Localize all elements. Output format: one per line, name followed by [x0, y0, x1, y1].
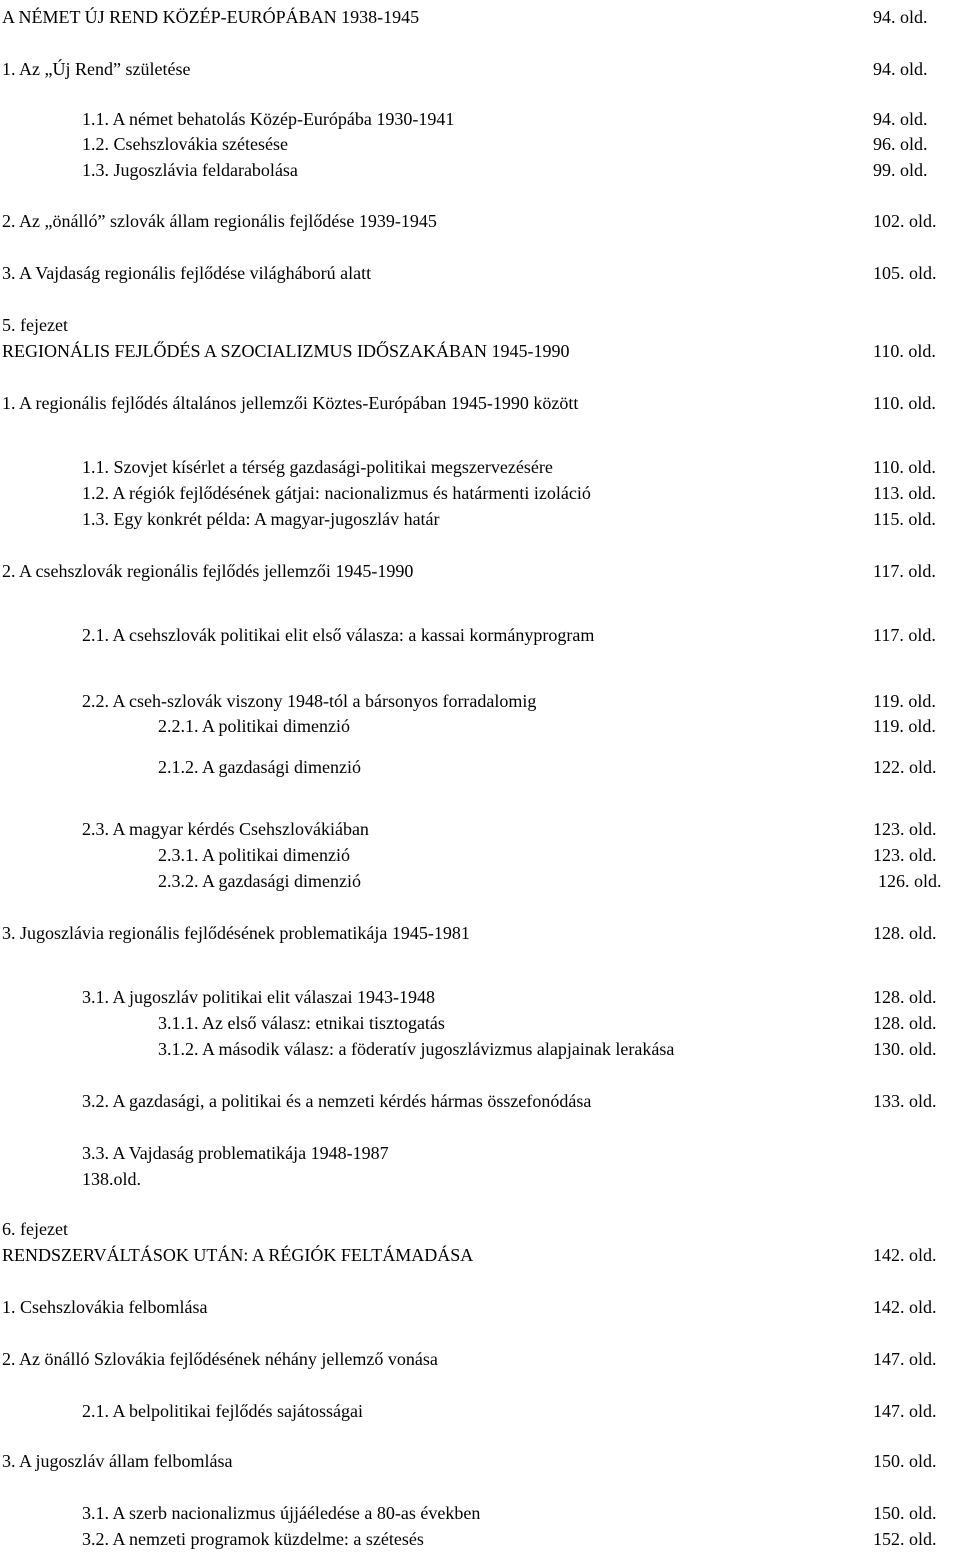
toc-entry-title: 2.1. A csehszlovák politikai elit első válasza: a kassai kormányprogram: [82, 625, 595, 645]
toc-entry-page: 96. old.: [873, 134, 928, 154]
toc-entry-page: 113. old.: [873, 483, 936, 503]
toc-entry-title: 3.3. A Vajdaság problematikája 1948-1987: [82, 1143, 389, 1163]
toc-entry-page: 110. old.: [873, 393, 936, 413]
toc-entry-page: 138.old.: [82, 1169, 142, 1189]
toc-entry-page: 110. old.: [873, 341, 936, 361]
toc-entry-page: 128. old.: [873, 923, 937, 943]
toc-entry-title: 2.3.2. A gazdasági dimenzió: [158, 871, 361, 891]
toc-entry-title: 1.1. Szovjet kísérlet a térség gazdasági-politikai megszervezésére: [82, 457, 553, 477]
toc-entry-page: 142. old.: [873, 1297, 937, 1317]
toc-entry-title: 1.3. Egy konkrét példa: A magyar-jugoszláv határ: [82, 509, 440, 529]
toc-entry-page: 126. old.: [878, 871, 942, 891]
toc-entry-title: 1. A regionális fejlődés általános jellemzői Köztes-Európában 1945-1990 között: [2, 393, 579, 413]
toc-entry-title: 3.2. A gazdasági, a politikai és a nemzeti kérdés hármas összefonódása: [82, 1091, 592, 1111]
toc-entry-page: 130. old.: [873, 1039, 937, 1059]
toc-entry-page: 94. old.: [873, 59, 928, 79]
toc-entry-page: 123. old.: [873, 819, 937, 839]
toc-entry-title: 2. Az „önálló” szlovák állam regionális fejlődése 1939-1945: [2, 211, 437, 231]
toc-entry-title: 2.2.1. A politikai dimenzió: [158, 716, 350, 736]
toc-entry-title: 3. A Vajdaság regionális fejlődése világháború alatt: [2, 263, 372, 283]
toc-entry-page: 94. old.: [873, 7, 928, 27]
toc-entry-title: 2. Az önálló Szlovákia fejlődésének néhány jellemző vonása: [2, 1349, 438, 1369]
toc-entry-page: 147. old.: [873, 1401, 937, 1421]
toc-entry-title: A NÉMET ÚJ REND KÖZÉP-EURÓPÁBAN 1938-1945: [2, 7, 420, 27]
toc-entry-page: 150. old.: [873, 1451, 937, 1471]
toc-entry-title: 3.1. A jugoszláv politikai elit válaszai 1943-1948: [82, 987, 435, 1007]
toc-entry-page: 142. old.: [873, 1245, 937, 1265]
toc-entry-page: 105. old.: [873, 263, 937, 283]
toc-entry-title: 2.2. A cseh-szlovák viszony 1948-tól a bársonyos forradalomig: [82, 691, 537, 711]
toc-entry-page: 128. old.: [873, 1013, 937, 1033]
toc-entry-title: 2.3. A magyar kérdés Csehszlovákiában: [82, 819, 369, 839]
toc-entry-page: 123. old.: [873, 845, 937, 865]
toc-entry-title: 1. Az „Új Rend” születése: [2, 59, 191, 79]
toc-entry-title: 2.1.2. A gazdasági dimenzió: [158, 757, 361, 777]
toc-entry-title: 1.2. Csehszlovákia szétesése: [82, 134, 288, 154]
chapter-label: 6. fejezet: [2, 1219, 68, 1239]
toc-entry-page: 110. old.: [873, 457, 936, 477]
toc-entry-page: 119. old.: [873, 691, 936, 711]
toc-entry-page: 128. old.: [873, 987, 937, 1007]
chapter-title: RENDSZERVÁLTÁSOK UTÁN: A RÉGIÓK FELTÁMADÁSA: [2, 1245, 474, 1265]
toc-entry-page: 147. old.: [873, 1349, 937, 1369]
toc-entry-page: 152. old.: [873, 1529, 937, 1549]
chapter-label: 5. fejezet: [2, 315, 68, 335]
toc-entry-title: 3. Jugoszlávia regionális fejlődésének problematikája 1945-1981: [2, 923, 470, 943]
toc-entry-title: 1. Csehszlovákia felbomlása: [2, 1297, 208, 1317]
toc-entry-page: 94. old.: [873, 109, 928, 129]
toc-entry-page: 99. old.: [873, 160, 928, 180]
toc-entry-title: 2. A csehszlovák regionális fejlődés jellemzői 1945-1990: [2, 561, 414, 581]
toc-entry-page: 133. old.: [873, 1091, 937, 1111]
toc-entry-title: 1.1. A német behatolás Közép-Európába 1930-1941: [82, 109, 455, 129]
toc-entry-title: 1.3. Jugoszlávia feldarabolása: [82, 160, 298, 180]
toc-entry-page: 117. old.: [873, 561, 936, 581]
toc-entry-title: 1.2. A régiók fejlődésének gátjai: nacionalizmus és határmenti izoláció: [82, 483, 591, 503]
toc-entry-page: 119. old.: [873, 716, 936, 736]
toc-entry-title: 3.1. A szerb nacionalizmus újjáéledése a 80-as években: [82, 1503, 481, 1523]
toc-entry-page: 150. old.: [873, 1503, 937, 1523]
toc-entry-page: 122. old.: [873, 757, 937, 777]
toc-entry-page: 117. old.: [873, 625, 936, 645]
chapter-title: REGIONÁLIS FEJLŐDÉS A SZOCIALIZMUS IDŐSZAKÁBAN 1945-1990: [2, 341, 570, 361]
toc-entry-page: 115. old.: [873, 509, 936, 529]
toc-entry-title: 3.1.2. A második válasz: a föderatív jugoszlávizmus alapjainak lerakása: [158, 1039, 675, 1059]
toc-entry-title: 2.1. A belpolitikai fejlődés sajátosságai: [82, 1401, 363, 1421]
toc-entry-title: 3.2. A nemzeti programok küzdelme: a szétesés: [82, 1529, 424, 1549]
toc-entry-page: 102. old.: [873, 211, 937, 231]
toc-entry-title: 3.1.1. Az első válasz: etnikai tisztogatás: [158, 1013, 445, 1033]
toc-entry-title: 3. A jugoszláv állam felbomlása: [2, 1451, 233, 1471]
toc-entry-title: 2.3.1. A politikai dimenzió: [158, 845, 350, 865]
